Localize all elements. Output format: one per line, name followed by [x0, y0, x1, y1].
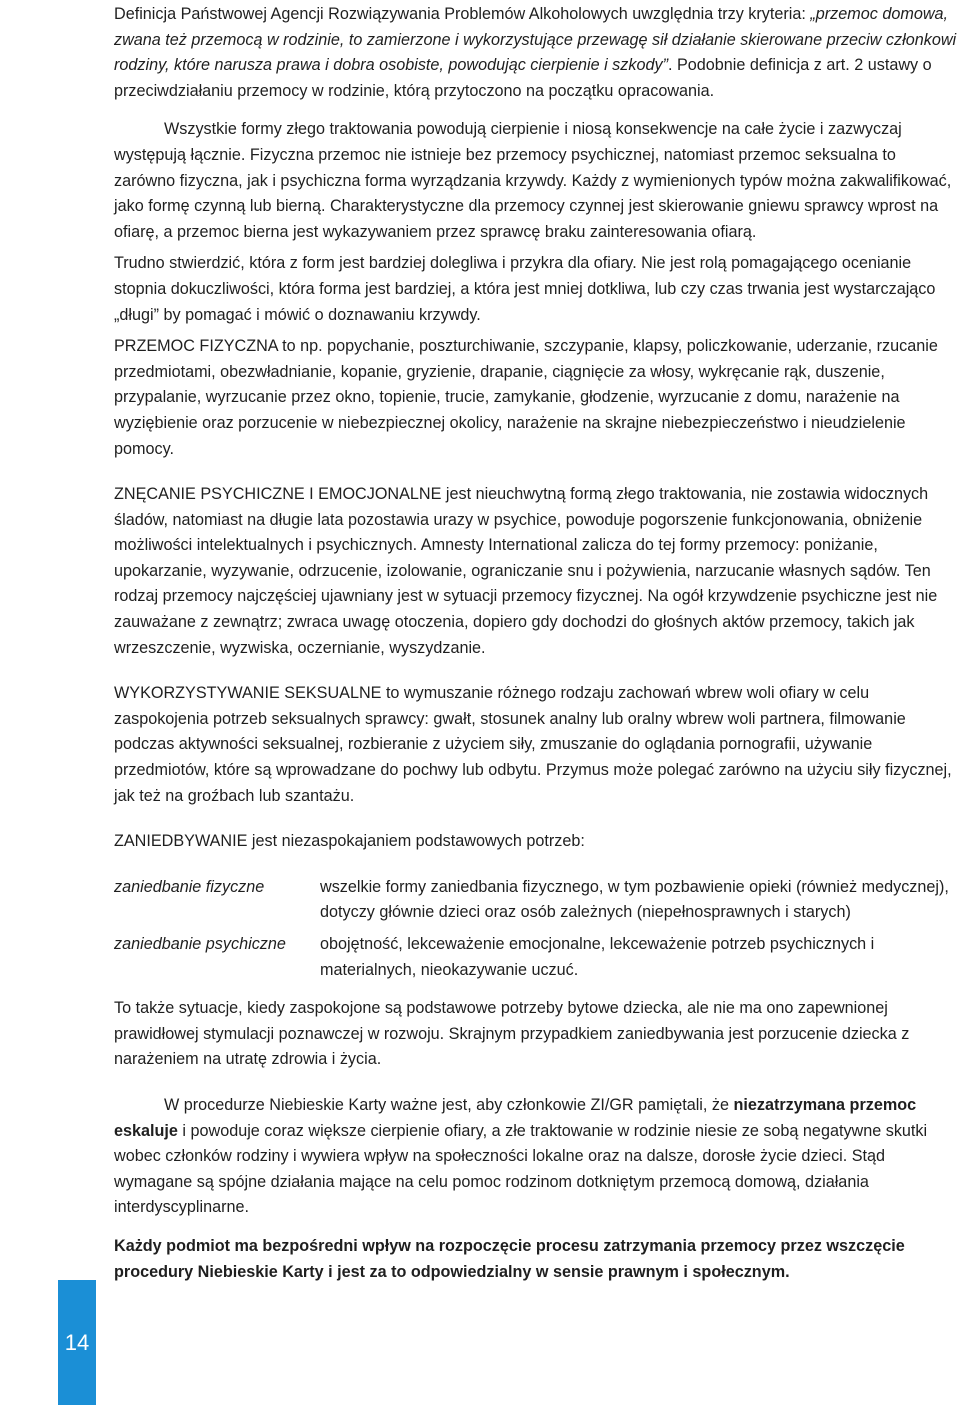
- paragraph-neglect: ZANIEDBYWANIE jest niezaspokajaniem podstawowych potrzeb:: [114, 832, 585, 851]
- procedure-outro: i powoduje coraz większe cierpienie ofiary, a złe traktowanie w rodzinie niesie ze sobą negatywne skutki wobec członków rodziny i wywiera wpływ na społeczności lokalne oraz na dalsze, dorosłe życie dzieci. Stąd wymagane są spójne działania mające na celu pomoc rodzinom dotkniętym przemocą domową, działania interdyscyplinarne.: [114, 1121, 928, 1217]
- definition-row: [114, 932, 960, 983]
- definition-term: zaniedbanie fizyczne: [114, 877, 265, 896]
- paragraph-assessment: Trudno stwierdzić, która z form jest bardziej dolegliwa i przykra dla ofiary. Nie jest rolą pomagającego ocenianie stopnia dokuczliwości, która forma jest bardziej, a która jest mniej dotkliwa, lub czy czas trwania jest wystarczająco „długi” by pomagać i mówić o doznawaniu krzywdy.: [114, 254, 936, 324]
- procedure-intro: W procedurze Niebieskie Karty ważne jest, aby członkowie ZI/GR pamiętali, że: [164, 1095, 734, 1114]
- page-number-tab: [58, 1280, 96, 1405]
- definition-outro: . Podobnie definicja z art. 2 ustawy o przeciwdziałaniu przemocy w rodzinie, którą przytoczono na początku opracowania.: [114, 56, 932, 100]
- definition-description: obojętność, lekceważenie emocjonalne, lekceważenie potrzeb psychicznych i materialnych, nieokazywanie uczuć.: [320, 935, 875, 979]
- definition-term: zaniedbanie psychiczne: [114, 935, 286, 953]
- document-body: [114, 2, 960, 1285]
- paragraph-forms: Wszystkie formy złego traktowania powodują cierpienie i niosą konsekwencje na całe życie i zazwyczaj występują łącznie. Fizyczna przemoc nie istnieje bez przemocy psychicznej, natomiast przemoc seksualna to zarówno fizyczna, jak i psychiczna forma wyrządzania krzywdy. Każdy z wymienionych typów można zakwalifikować, jako formę czynną lub bierną. Charakterystyczne dla przemocy czynnej jest skierowanie gniewu sprawcy wprost na ofiarę, a przemoc bierna jest wykazywaniem przez sprawcę braku zainteresowania ofiarą.: [114, 120, 952, 241]
- page-number: 14: [64, 1329, 90, 1355]
- paragraph-neglect-situations: To także sytuacje, kiedy zaspokojone są podstawowe potrzeby bytowe dziecka, ale nie ma ono zapewnionej prawidłowej stymulacji poznawczej w rozwoju. Skrajnym przypadkiem zaniedbywania jest porzucenie dziecka z narażeniem na utratę zdrowia i życia.: [114, 999, 910, 1069]
- procedure-emphasis: niezatrzymana przemoc eskaluje: [114, 1095, 917, 1140]
- paragraph-procedure: [114, 1093, 960, 1221]
- paragraph-sexual-abuse: WYKORZYSTYWANIE SEKSUALNE to wymuszanie różnego rodzaju zachowań wbrew woli ofiary w celu zaspokojenia potrzeb seksualnych sprawcy: gwałt, stosunek analny lub oralny wbrew woli partnera, filmowanie podczas aktywności seksualnej, rozbieranie z użyciem siły, zmuszanie do oglądania pornografii, używanie przedmiotów, które są wprowadzane do pochwy lub odbytu. Przymus może polegać zarówno na użyciu siły fizycznej, jak też na groźbach lub szantażu.: [114, 684, 952, 805]
- paragraph-psychological-abuse: ZNĘCANIE PSYCHICZNE I EMOCJONALNE jest nieuchwytną formą złego traktowania, nie zostawia widocznych śladów, natomiast na długie lata pozostawia urazy w psychice, powoduje pogorszenie funkcjonowania, obniżenie możliwości intelektualnych i psychicznych. Amnesty International zalicza do tej formy przemocy: poniżanie, upokarzanie, wyzywanie, odrzucenie, izolowanie, ograniczanie snu i pożywienia, narzucanie własnych sądów. Ten rodzaj przemocy najczęściej ujawniany jest w sytuacji przemocy fizycznej. Na ogół krzywdzenie psychiczne jest nie zauważane z zewnątrz; zwraca uwagę otoczenia, dopiero gdy dochodzi do głośnych aktów przemocy, takich jak wrzeszczenie, wyzwiska, oczernianie, wyszydzanie.: [114, 485, 938, 657]
- definition-row: [114, 875, 960, 926]
- paragraph-responsibility: Każdy podmiot ma bezpośredni wpływ na rozpoczęcie procesu zatrzymania przemocy przez wszczęcie procedury Niebieskie Karty i jest za to odpowiedzialny w sensie prawnym i społecznym.: [114, 1236, 905, 1281]
- paragraph-physical-violence: PRZEMOC FIZYCZNA to np. popychanie, poszturchiwanie, szczypanie, klapsy, policzkowanie, uderzanie, rzucanie przedmiotami, obezwładnianie, kopanie, gryzienie, drapanie, ciągnięcie za włosy, wykręcanie rąk, duszenie, przypalanie, wyrzucanie przez okno, topienie, trucie, zamykanie, głodzenie, wyrzucanie z domu, narażenie na wyziębienie oraz porzucenie w niebezpiecznej okolicy, narażenie na skrajne niebezpieczeństwo i nieudzielenie pomocy.: [114, 337, 938, 458]
- paragraph-definition: [114, 2, 960, 104]
- definition-description: wszelkie formy zaniedbania fizycznego, w tym pozbawienie opieki (również medycznej), dotyczy głównie dzieci oraz osób zależnych (niepełnosprawnych i starych): [320, 877, 949, 922]
- definition-quote: „przemoc domowa, zwana też przemocą w rodzinie, to zamierzone i wykorzystujące przewagę sił działanie skierowane przeciw członkowi rodziny, które narusza prawa i dobra osobiste, powodując cierpienie i szkody”: [114, 5, 957, 75]
- definition-intro: Definicja Państwowej Agencji Rozwiązywania Problemów Alkoholowych uwzględnia trzy kryteria:: [114, 5, 811, 23]
